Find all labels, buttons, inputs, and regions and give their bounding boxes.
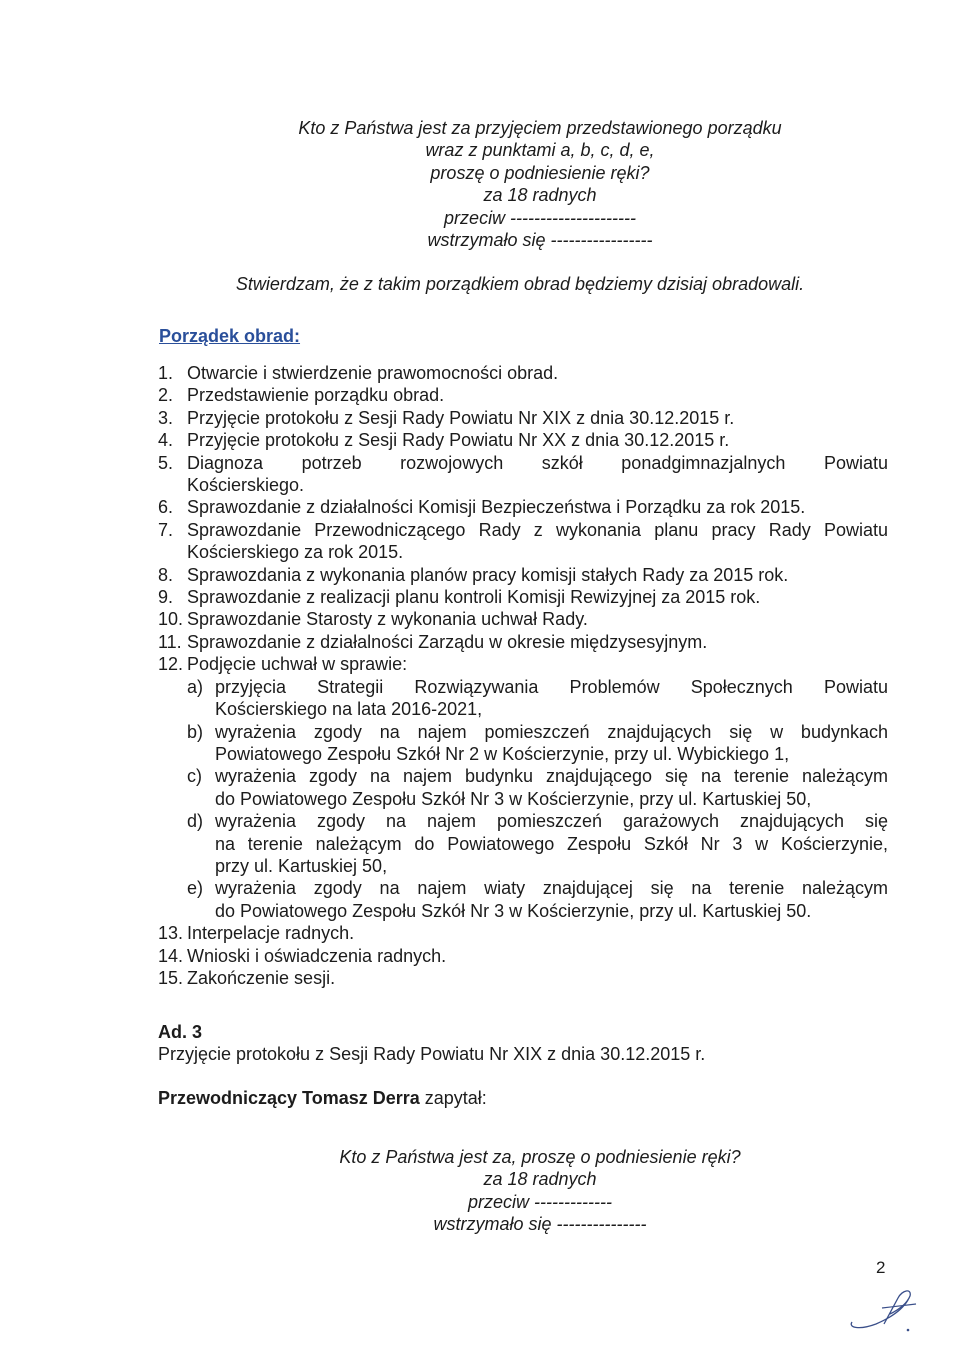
vote-abstain: wstrzymało się ----------------- <box>427 230 653 251</box>
agenda-item: 13. Interpelacje radnych. <box>158 923 355 944</box>
agenda-heading: Porządek obrad: <box>159 326 301 346</box>
resolution-item: b) wyrażenia zgody na najem pomieszczeń znajdujących się w budynkach Powiatowego Zespołu Szkół Nr 2 w Kościerzynie, przy ul. Wybickiego 1, <box>187 721 888 764</box>
resolution-item: d) wyrażenia zgody na najem pomieszczeń garażowych znajdujących się na terenie należącym do Powiatowego Zespołu Szkół Nr 3 w Kościerzynie, przy ul. Kartuskiej 50, <box>187 811 888 876</box>
agenda-list <box>158 362 888 989</box>
agenda-item: 5. Diagnoza potrzeb rozwojowych szkół ponadgimnazjalnych Powiatu Kościerskiego. <box>158 452 888 496</box>
resolution-item: c) wyrażenia zgody na najem budynku znajdującego się na terenie należącym do Powiatowego Zespołu Szkół Nr 3 w Kościerzynie, przy ul. Kartuskiej 50, <box>187 766 888 809</box>
agenda-item: 4. Przyjęcie protokołu z Sesji Rady Powiatu Nr XX z dnia 30.12.2015 r. <box>158 430 730 451</box>
vote-block-protocol <box>160 1146 920 1236</box>
handwritten-initials-signature <box>846 1284 926 1338</box>
ad3-heading: Ad. 3 <box>158 1022 203 1042</box>
resolution-item: e) wyrażenia zgody na najem wiaty znajdującej się na terenie należącym do Powiatowego Zespołu Szkół Nr 3 w Kościerzynie, przy ul. Kartuskiej 50. <box>187 878 888 921</box>
vote-block-agenda <box>160 117 920 251</box>
vote-question-line: Kto z Państwa jest za, proszę o podniesienie ręki? <box>339 1147 741 1167</box>
agenda-item: 7. Sprawozdanie Przewodniczącego Rady z wykonania planu pracy Rady Powiatu Kościerskiego za rok 2015. <box>158 519 888 563</box>
agenda-item: 15. Zakończenie sesji. <box>158 967 336 988</box>
agenda-item: 2. Przedstawienie porządku obrad. <box>158 385 445 406</box>
resolution-sublist <box>187 676 888 922</box>
page-number: 2 <box>876 1258 886 1277</box>
chair-statement: Stwierdzam, że z takim porządkiem obrad będziemy dzisiaj obradowali. <box>235 274 805 294</box>
agenda-item: 6. Sprawozdanie z działalności Komisji Bezpieczeństwa i Porządku za rok 2015. <box>158 497 806 518</box>
chair-question <box>158 1087 487 1109</box>
agenda-item: 3. Przyjęcie protokołu z Sesji Rady Powiatu Nr XIX z dnia 30.12.2015 r. <box>158 407 735 428</box>
vote-against: przeciw ------------- <box>468 1191 612 1212</box>
chair-verb: zapytał: <box>419 1088 487 1108</box>
vote-question-line: proszę o podniesienie ręki? <box>430 162 650 183</box>
chair-name: Przewodniczący Tomasz Derra <box>158 1088 420 1108</box>
vote-question-line: Kto z Państwa jest za przyjęciem przedstawionego porządku <box>298 118 782 138</box>
resolution-item: a) przyjęcia Strategii Rozwiązywania Problemów Społecznych Powiatu Kościerskiego na lata 2016-2021, <box>187 676 888 720</box>
agenda-item: 8. Sprawozdania z wykonania planów pracy komisji stałych Rady za 2015 rok. <box>158 564 789 585</box>
vote-question-line: wraz z punktami a, b, c, d, e, <box>425 140 655 161</box>
ad3-section <box>158 1021 705 1066</box>
agenda-item: 10. Sprawozdanie Starosty z wykonania uchwał Rady. <box>158 609 588 630</box>
vote-against: przeciw --------------------- <box>444 207 636 228</box>
agenda-item: 14. Wnioski i oświadczenia radnych. <box>158 945 447 966</box>
vote-for-count: za 18 radnych <box>483 185 597 206</box>
ad3-text: Przyjęcie protokołu z Sesji Rady Powiatu Nr XIX z dnia 30.12.2015 r. <box>158 1044 706 1065</box>
agenda-item: 12. Podjęcie uchwał w sprawie: a) przyjęcia Strategii Rozwiązywania Problemów Społecznych Powiatu Kościerskiego na lata 2016-2021, b) wyrażenia zgody na najem pomieszczeń znajdujących się w budynkach Powiatowego Zespołu Szkół Nr 2 w Kościerzynie, przy ul. Wybickiego 1, c) wyrażenia zgody na najem budynku znajdującego się na terenie należącym do Powiatowego Zespołu Szkół Nr 3 w Kościerzynie, przy ul. Kartuskiej 50, d) wyrażenia zgody na najem pomieszczeń garażowych znajdujących się na terenie należącym do Powiatowego Zespołu Szkół Nr 3 w Kościerzynie, przy ul. Kartuskiej 50, e) wyrażenia zgody na najem wiaty znajdującej się na terenie należącym do Powiatowego Zespołu Szkół Nr 3 w Kościerzynie, przy ul. Kartuskiej 50. <box>158 654 888 921</box>
agenda-item: 9. Sprawozdanie z realizacji planu kontroli Komisji Rewizyjnej za 2015 rok. <box>158 587 761 608</box>
vote-for-count: za 18 radnych <box>483 1169 597 1190</box>
agenda-item: 1. Otwarcie i stwierdzenie prawomocności obrad. <box>158 363 559 383</box>
agenda-item: 11. Sprawozdanie z działalności Zarządu w okresie międzysesyjnym. <box>158 631 708 652</box>
vote-abstain: wstrzymało się --------------- <box>433 1214 647 1235</box>
